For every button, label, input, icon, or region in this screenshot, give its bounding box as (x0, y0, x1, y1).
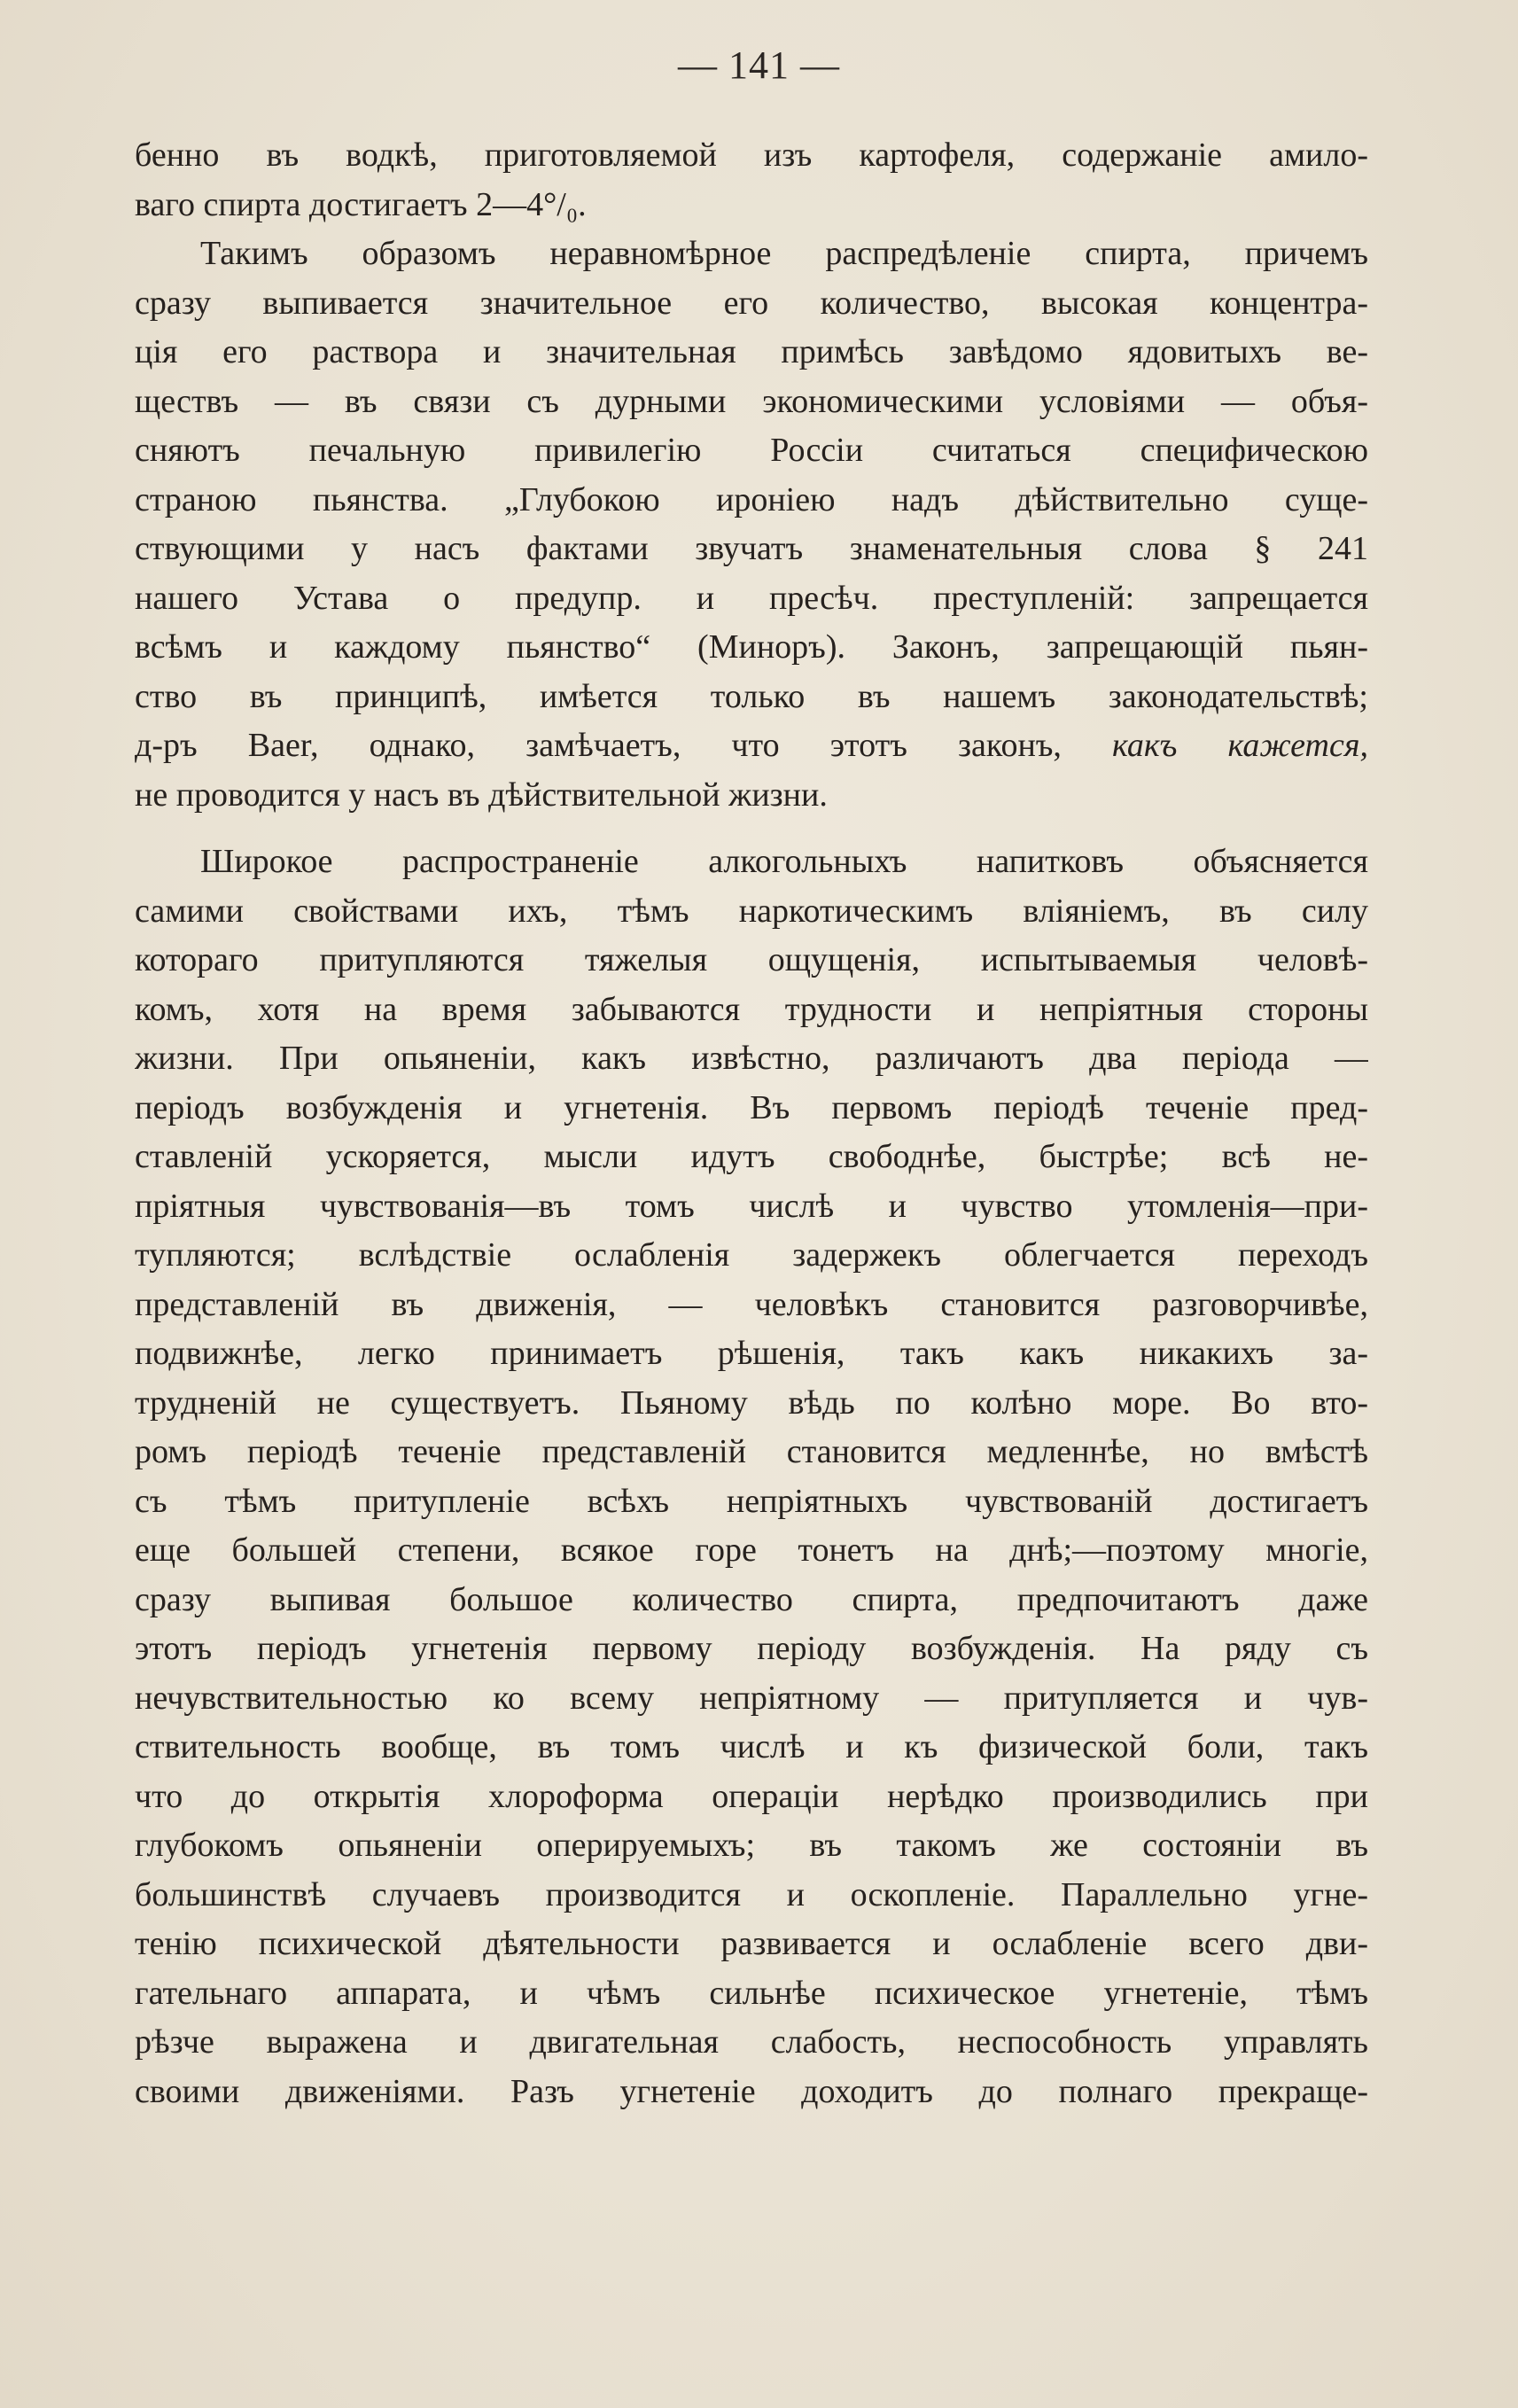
text-line: нечувствительностью ко всему непріятному — притупляется и чув- (135, 1679, 1368, 1717)
text-line: этотъ періодъ угнетенія первому періоду возбужденія. На ряду съ (135, 1630, 1368, 1667)
text-line: нашего Устава о предупр. и пресѣч. преступленій: запрещается (135, 579, 1368, 617)
page-number: — 141 — (678, 43, 840, 87)
text-line: всѣмъ и каждому пьянство“ (Миноръ). Законъ, запрещающій пьян- (135, 628, 1368, 666)
text-line: сразу выпивается значительное его количество, высокая концентра- (135, 284, 1368, 322)
text-line: ставленій ускоряется, мысли идутъ свободнѣе, быстрѣе; всѣ не- (135, 1138, 1368, 1175)
text-line: ществъ — въ связи съ дурными экономическими условіями — объя- (135, 382, 1368, 420)
text-line: періодъ возбужденія и угнетенія. Въ первомъ періодѣ теченіе пред- (135, 1088, 1368, 1126)
text-line: сняютъ печальную привилегію Россіи считаться специфическою (135, 432, 1368, 469)
text-line: ромъ періодѣ теченіе представленій становится медленнѣе, но вмѣстѣ (135, 1433, 1368, 1470)
text-line: сразу выпивая большое количество спирта, предпочитаютъ даже (135, 1580, 1368, 1618)
text-line: гательнаго аппарата, и чѣмъ сильнѣе психическое угнетеніе, тѣмъ (135, 1974, 1368, 2012)
paragraph-3 (135, 838, 1368, 2116)
text-line: рѣзче выражена и двигательная слабость, неспособность управлять (135, 2023, 1368, 2061)
text-line: тенію психической дѣятельности развивается и ослабленіе всего дви- (135, 1925, 1368, 1962)
italic-phrase: какъ кажется, (1112, 727, 1368, 764)
text-line: пріятныя чувствованія—въ томъ числѣ и чувство утомленія—при- (135, 1187, 1368, 1225)
text-line: ствующими у насъ фактами звучатъ знаменательныя слова § 241 (135, 530, 1368, 567)
text-line: своими движеніями. Разъ угнетеніе доходитъ до полнаго прекраще- (135, 2072, 1368, 2110)
text-line: большинствѣ случаевъ производится и оскопленіе. Параллельно угне- (135, 1875, 1368, 1913)
text-line: самими свойствами ихъ, тѣмъ наркотическимъ вліяніемъ, въ силу (135, 892, 1368, 930)
text-span: д-ръ Baer, однако, замѣчаетъ, что этотъ законъ, (135, 727, 1113, 764)
text-line: страною пьянства. „Глубокою ироніею надъ дѣйствительно суще- (135, 480, 1368, 518)
text-line: подвижнѣе, легко принимаетъ рѣшенія, такъ какъ никакихъ за- (135, 1335, 1368, 1372)
text-line: ція его раствора и значительная примѣсь завѣдомо ядовитыхъ ве- (135, 333, 1368, 370)
text-line: ство въ принципѣ, имѣется только въ нашемъ законодательствѣ; (135, 677, 1368, 715)
text-line: представленій въ движенія, — человѣкъ становится разговорчивѣе, (135, 1285, 1368, 1323)
text-line: не проводится у насъ въ дѣйствительной жизни. (135, 775, 828, 814)
text-line: комъ, хотя на время забываются трудности и непріятныя стороны (135, 990, 1368, 1028)
text-line: трудненій не существуетъ. Пьяному вѣдь по колѣно море. Во вто- (135, 1383, 1368, 1422)
paragraph-2 (135, 230, 1368, 820)
text-line: бенно въ водкѣ, приготовляемой изъ картофеля, содержаніе амило- (135, 136, 1368, 174)
text-line-with-italic (135, 721, 1368, 771)
body-text (135, 131, 1368, 2116)
text-line: Широкое распространеніе алкогольныхъ напитковъ объясняется (200, 843, 1368, 880)
paragraph-1 (135, 131, 1368, 230)
text-line: котораго притупляются тяжелыя ощущенія, испытываемыя человѣ- (135, 941, 1368, 978)
text-line: что до открытія хлороформа операціи нерѣдко производились при (135, 1777, 1368, 1815)
text-line: тупляются; вслѣдствіе ослабленія задержекъ облегчается переходъ (135, 1236, 1368, 1274)
text-line: глубокомъ опьяненіи оперируемыхъ; въ такомъ же состояніи въ (135, 1827, 1368, 1864)
text-line: ствительность вообще, въ томъ числѣ и къ физической боли, такъ (135, 1728, 1368, 1765)
text-line: жизни. При опьяненіи, какъ извѣстно, различаютъ два періода — (135, 1040, 1368, 1077)
text-line: съ тѣмъ притупленіе всѣхъ непріятныхъ чувствованій достигаетъ (135, 1482, 1368, 1520)
text-line: Такимъ образомъ неравномѣрное распредѣленіе спирта, причемъ (200, 235, 1368, 272)
text-line: еще большей степени, всякое горе тонетъ на днѣ;—поэтому многіе, (135, 1531, 1368, 1569)
text-line: ваго спирта достигаетъ 2—4°/₀. (135, 185, 587, 223)
